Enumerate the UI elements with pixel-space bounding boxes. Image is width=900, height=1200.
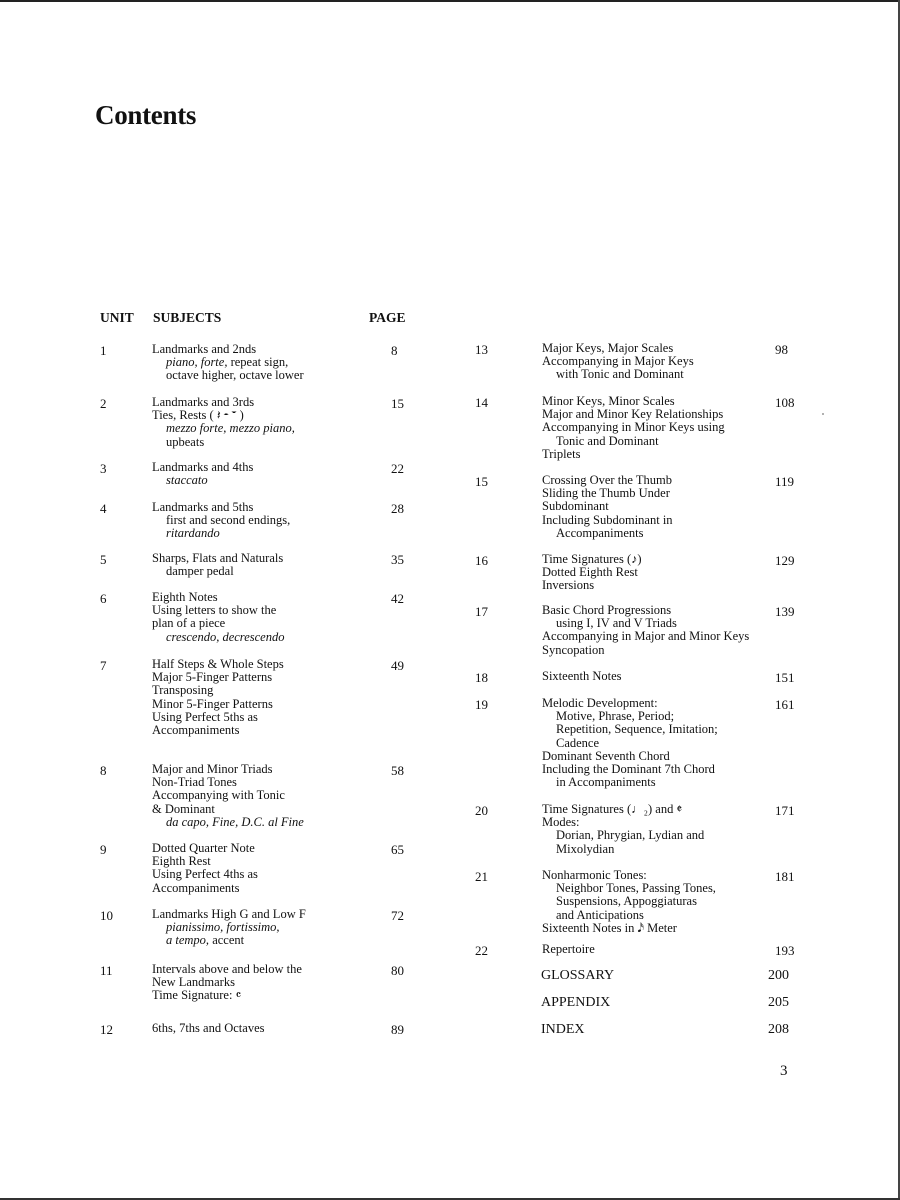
unit-number: 6 [100,591,107,606]
subject-line: Major 5-Finger Patterns [152,670,273,685]
subject-line: Repertoire [542,942,595,956]
subject-line: Using letters to show the [152,603,277,618]
unit-page: 15 [391,396,404,411]
unit-subjects [152,963,302,1003]
subject-line: Using Perfect 4ths as [152,867,258,882]
unit-subjects [542,395,725,461]
back-matter-page: 205 [768,995,789,1010]
unit-page: 42 [391,591,404,606]
subject-line: Accompaniments [152,880,240,895]
subject-line: Landmarks High G and Low F [152,907,306,921]
subject-line: Intervals above and below the [152,962,302,976]
unit-subjects [152,591,284,644]
unit-number: 4 [100,501,107,516]
unit-number: 10 [100,908,113,923]
subject-line: Ties, Rests ( 𝄽 𝄼 𝄻 ) [152,408,244,423]
column-header-subjects: SUBJECTS [153,310,222,325]
unit-page: 181 [775,869,795,884]
subject-line: and Anticipations [556,907,644,922]
unit-number: 18 [475,670,488,685]
subject-line: Sliding the Thumb Under [542,486,670,501]
column-header-page: PAGE [369,310,406,325]
unit-page: 22 [391,461,404,476]
subject-line: Sixteenth Notes in 𝅘𝅥𝅯 Meter [542,920,677,935]
unit-subjects [152,1022,264,1035]
page-border-top [0,0,900,2]
unit-number: 19 [475,697,488,712]
unit-number: 7 [100,658,107,673]
subject-line: Half Steps & Whole Steps [152,657,284,671]
subject-line: in Accompaniments [556,775,656,790]
unit-subjects [152,908,306,948]
subject-line: 6ths, 7ths and Octaves [152,1021,265,1035]
subject-line: Sixteenth Notes [542,669,622,683]
subject-line: Suspensions, Appoggiaturas [556,894,697,909]
subject-line: Time Signatures (♩₂) and 𝄵 [542,802,683,816]
unit-page: 151 [775,670,795,685]
subject-line: Nonharmonic Tones: [542,868,647,882]
back-matter-label: APPENDIX [541,995,611,1010]
unit-subjects [542,869,716,935]
subject-line: Minor 5-Finger Patterns [152,696,273,711]
subject-line: Dominant Seventh Chord [542,748,670,763]
unit-subjects [152,461,253,487]
unit-subjects [152,763,304,829]
italic-term: piano, forte, [166,355,228,370]
scan-speck [822,413,824,415]
subject-line: Crossing Over the Thumb [542,473,672,487]
subject-line: Sharps, Flats and Naturals [152,551,284,565]
subject-line: Cadence [556,735,600,750]
subject-line: mezzo forte, mezzo piano, [166,421,295,436]
unit-number: 5 [100,552,107,567]
unit-page: 171 [775,803,795,818]
subject-line: Accompanying in Minor Keys using [542,420,725,435]
unit-page: 129 [775,553,795,568]
unit-number: 1 [100,343,107,358]
unit-number: 12 [100,1022,113,1037]
unit-page: 139 [775,604,795,619]
subject-line: Neighbor Tones, Passing Tones, [556,881,716,896]
unit-number: 9 [100,842,107,857]
unit-page: 89 [391,1022,404,1037]
subject-line: Dotted Eighth Rest [542,565,638,580]
unit-page: 35 [391,552,404,567]
subject-line: Major Keys, Major Scales [542,341,674,355]
unit-page: 65 [391,842,404,857]
back-matter-page: 200 [768,968,789,983]
subject-line: Basic Chord Progressions [542,603,672,617]
unit-number: 8 [100,763,107,778]
unit-page: 28 [391,501,404,516]
unit-number: 21 [475,869,488,884]
subject-line: Syncopation [542,642,605,657]
subject-line: Tonic and Dominant [556,433,659,448]
unit-page: 108 [775,395,795,410]
subject-line: pianissimo, fortissimo, [166,920,280,935]
subject-line: Inversions [542,578,595,593]
subject-line: Including Subdominant in [542,512,673,527]
subject-line: Landmarks and 4ths [152,460,254,474]
unit-number: 20 [475,803,488,818]
back-matter-label: INDEX [541,1022,585,1037]
subject-line: a tempo, accent [166,933,245,948]
subject-line: plan of a piece [152,616,226,631]
subject-line: staccato [166,473,208,488]
subject-line: Mixolydian [556,841,615,856]
unit-subjects [542,604,749,657]
unit-subjects [542,670,622,683]
unit-subjects [152,658,284,737]
subject-line: Using Perfect 5ths as [152,709,258,724]
unit-subjects [542,474,673,540]
subject-line: Minor Keys, Minor Scales [542,394,675,408]
unit-page: 193 [775,943,795,958]
unit-number: 17 [475,604,488,619]
subject-line: Transposing [152,683,214,698]
subject-line: Major and Minor Key Relationships [542,407,724,422]
unit-subjects [152,396,295,449]
unit-page: 72 [391,908,404,923]
unit-subjects [152,501,290,541]
unit-page: 49 [391,658,404,673]
unit-number: 11 [100,963,113,978]
unit-page: 58 [391,763,404,778]
subject-line: Time Signatures (♪) [542,552,642,566]
subject-line: Major and Minor Triads [152,762,273,776]
subject-line: Accompanying in Major Keys [542,354,694,369]
unit-subjects [542,943,595,956]
unit-number: 22 [475,943,488,958]
subject-line: Landmarks and 5ths [152,500,254,514]
unit-subjects [152,343,304,383]
unit-page: 80 [391,963,404,978]
unit-number: 16 [475,553,488,568]
back-matter-page: 208 [768,1022,789,1037]
subject-line: New Landmarks [152,975,235,990]
page-title: Contents [95,100,197,130]
unit-number: 3 [100,461,107,476]
subject-line: first and second endings, [166,513,291,528]
subject-line: Accompanying in Major and Minor Keys [542,629,750,644]
unit-number: 2 [100,396,107,411]
unit-number: 15 [475,474,488,489]
subject-line: Time Signature: 𝄴 [152,988,242,1003]
unit-subjects [152,552,283,578]
unit-number: 14 [475,395,488,410]
unit-number: 13 [475,342,488,357]
unit-subjects [542,803,704,856]
subject-line: Eighth Rest [152,854,211,869]
subject-line: ritardando [166,526,220,541]
unit-subjects [152,842,258,895]
subject-line: Accompaniments [556,525,644,540]
subject-line: Modes: [542,815,580,830]
subject-line: Accompaniments [152,723,240,738]
subject-line: Dotted Quarter Note [152,841,255,855]
subject-line: using I, IV and V Triads [556,616,677,631]
unit-page: 119 [775,474,795,489]
subject-line: Landmarks and 3rds [152,395,255,409]
back-matter-label: GLOSSARY [541,968,615,983]
subject-line: Repetition, Sequence, Imitation; [556,722,718,737]
subject-line: Including the Dominant 7th Chord [542,762,715,777]
unit-subjects [542,697,718,789]
column-header-unit: UNIT [100,310,134,325]
subject-line: octave higher, octave lower [166,368,304,383]
unit-page: 98 [775,342,788,357]
subject-line: crescendo, decrescendo [166,629,285,644]
unit-subjects [542,553,642,593]
italic-term: a tempo, [166,933,210,948]
subject-line: with Tonic and Dominant [556,367,684,382]
subject-line: Eighth Notes [152,590,218,604]
page-number: 3 [780,1063,788,1079]
subject-line: Triplets [542,446,581,461]
unit-page: 161 [775,697,795,712]
subject-line: Melodic Development: [542,696,658,710]
subject-line: Motive, Phrase, Period; [556,709,675,724]
unit-page: 8 [391,343,398,358]
unit-subjects [542,342,694,382]
subject-line: Subdominant [542,499,609,514]
subject-line: & Dominant [152,801,215,816]
subject-line: Dorian, Phrygian, Lydian and [556,828,705,843]
subject-line: Accompanying with Tonic [152,788,285,803]
subject-line: upbeats [166,434,205,449]
subject-line: da capo, Fine, D.C. al Fine [166,814,304,829]
subject-line: piano, forte, repeat sign, [166,355,289,370]
subject-line: Non-Triad Tones [152,775,237,790]
subject-line: Landmarks and 2nds [152,342,257,356]
subject-line: damper pedal [166,564,234,579]
